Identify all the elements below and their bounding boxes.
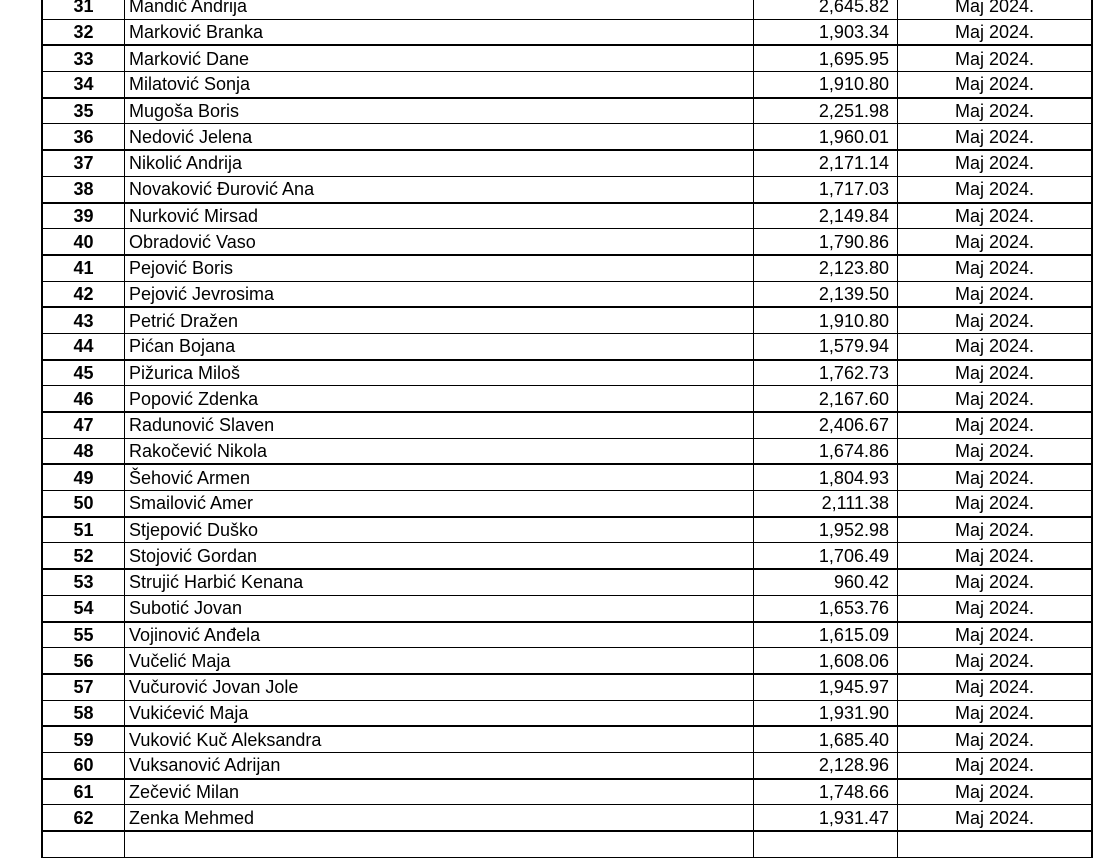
table-row (42, 517, 1092, 543)
period-cell: Maj 2024. (898, 569, 1093, 595)
amount-cell: 1,960.01 (754, 124, 898, 150)
salary-table (41, 0, 1093, 858)
employee-name-cell: Stjepović Duško (125, 517, 754, 543)
amount-cell: 2,128.96 (754, 752, 898, 778)
period-cell: Maj 2024. (898, 543, 1093, 569)
table-row (42, 491, 1092, 517)
period-cell: Maj 2024. (898, 595, 1093, 621)
table-row (42, 805, 1092, 831)
employee-name-cell: Pićan Bojana (125, 333, 754, 359)
period-cell: Maj 2024. (898, 45, 1093, 71)
period-cell: Maj 2024. (898, 805, 1093, 831)
row-number-cell: 43 (42, 307, 125, 333)
row-number-cell: 49 (42, 464, 125, 490)
employee-name-cell: Marković Dane (125, 45, 754, 71)
amount-cell: 1,931.47 (754, 805, 898, 831)
row-number-cell: 45 (42, 360, 125, 386)
amount-cell: 1,653.76 (754, 595, 898, 621)
employee-name-cell: Vučelić Maja (125, 648, 754, 674)
period-cell: Maj 2024. (898, 281, 1093, 307)
employee-name-cell (125, 831, 754, 857)
table-row (42, 281, 1092, 307)
employee-name-cell: Smailović Amer (125, 491, 754, 517)
employee-name-cell: Pejović Jevrosima (125, 281, 754, 307)
amount-cell: 2,406.67 (754, 412, 898, 438)
amount-cell: 1,615.09 (754, 622, 898, 648)
table-row (42, 543, 1092, 569)
row-number-cell: 35 (42, 98, 125, 124)
employee-name-cell: Pižurica Miloš (125, 360, 754, 386)
row-number-cell: 33 (42, 45, 125, 71)
period-cell: Maj 2024. (898, 752, 1093, 778)
period-cell: Maj 2024. (898, 464, 1093, 490)
amount-cell: 1,695.95 (754, 45, 898, 71)
row-number-cell: 50 (42, 491, 125, 517)
period-cell: Maj 2024. (898, 517, 1093, 543)
amount-cell: 1,790.86 (754, 229, 898, 255)
row-number-cell: 60 (42, 752, 125, 778)
amount-cell: 1,717.03 (754, 176, 898, 202)
amount-cell: 1,748.66 (754, 779, 898, 805)
row-number-cell: 40 (42, 229, 125, 255)
amount-cell: 1,579.94 (754, 333, 898, 359)
employee-name-cell: Mugoša Boris (125, 98, 754, 124)
amount-cell: 2,139.50 (754, 281, 898, 307)
row-number-cell: 31 (42, 0, 125, 19)
period-cell: Maj 2024. (898, 491, 1093, 517)
table-row (42, 700, 1092, 726)
amount-cell: 1,762.73 (754, 360, 898, 386)
row-number-cell: 55 (42, 622, 125, 648)
employee-name-cell: Pejović Boris (125, 255, 754, 281)
table-row (42, 203, 1092, 229)
row-number-cell: 47 (42, 412, 125, 438)
employee-name-cell: Marković Branka (125, 19, 754, 45)
row-number-cell: 59 (42, 726, 125, 752)
table-row (42, 674, 1092, 700)
employee-name-cell: Nikolić Andrija (125, 150, 754, 176)
employee-name-cell: Vučurović Jovan Jole (125, 674, 754, 700)
period-cell: Maj 2024. (898, 98, 1093, 124)
employee-name-cell: Strujić Harbić Kenana (125, 569, 754, 595)
amount-cell: 1,945.97 (754, 674, 898, 700)
table-row (42, 0, 1092, 19)
table-row (42, 45, 1092, 71)
amount-cell: 1,952.98 (754, 517, 898, 543)
table-row (42, 831, 1092, 857)
table-row (42, 307, 1092, 333)
employee-name-cell: Vuksanović Adrijan (125, 752, 754, 778)
period-cell: Maj 2024. (898, 72, 1093, 98)
salary-table-body (42, 0, 1092, 857)
employee-name-cell: Mandić Andrija (125, 0, 754, 19)
table-row (42, 752, 1092, 778)
amount-cell: 2,645.82 (754, 0, 898, 19)
period-cell: Maj 2024. (898, 255, 1093, 281)
row-number-cell: 39 (42, 203, 125, 229)
table-row (42, 124, 1092, 150)
amount-cell: 2,123.80 (754, 255, 898, 281)
amount-cell: 1,910.80 (754, 307, 898, 333)
period-cell (898, 831, 1093, 857)
employee-name-cell: Vukićević Maja (125, 700, 754, 726)
period-cell: Maj 2024. (898, 229, 1093, 255)
row-number-cell: 53 (42, 569, 125, 595)
employee-name-cell: Vuković Kuč Aleksandra (125, 726, 754, 752)
period-cell: Maj 2024. (898, 307, 1093, 333)
row-number-cell: 54 (42, 595, 125, 621)
period-cell: Maj 2024. (898, 124, 1093, 150)
amount-cell: 2,167.60 (754, 386, 898, 412)
amount-cell: 1,903.34 (754, 19, 898, 45)
period-cell: Maj 2024. (898, 176, 1093, 202)
employee-name-cell: Nedović Jelena (125, 124, 754, 150)
row-number-cell: 41 (42, 255, 125, 281)
period-cell: Maj 2024. (898, 386, 1093, 412)
period-cell: Maj 2024. (898, 726, 1093, 752)
row-number-cell: 57 (42, 674, 125, 700)
period-cell: Maj 2024. (898, 622, 1093, 648)
period-cell: Maj 2024. (898, 438, 1093, 464)
table-row (42, 229, 1092, 255)
table-row (42, 19, 1092, 45)
amount-cell: 1,910.80 (754, 72, 898, 98)
table-row (42, 569, 1092, 595)
amount-cell (754, 831, 898, 857)
employee-name-cell: Nurković Mirsad (125, 203, 754, 229)
employee-name-cell: Vojinović Anđela (125, 622, 754, 648)
amount-cell: 960.42 (754, 569, 898, 595)
row-number-cell: 37 (42, 150, 125, 176)
period-cell: Maj 2024. (898, 360, 1093, 386)
row-number-cell: 51 (42, 517, 125, 543)
employee-name-cell: Rakočević Nikola (125, 438, 754, 464)
table-row (42, 464, 1092, 490)
row-number-cell: 46 (42, 386, 125, 412)
employee-name-cell: Milatović Sonja (125, 72, 754, 98)
employee-name-cell: Šehović Armen (125, 464, 754, 490)
table-row (42, 648, 1092, 674)
employee-name-cell: Subotić Jovan (125, 595, 754, 621)
employee-name-cell: Obradović Vaso (125, 229, 754, 255)
period-cell: Maj 2024. (898, 779, 1093, 805)
row-number-cell: 36 (42, 124, 125, 150)
table-row (42, 333, 1092, 359)
table-row (42, 779, 1092, 805)
amount-cell: 2,111.38 (754, 491, 898, 517)
table-row (42, 360, 1092, 386)
table-row (42, 72, 1092, 98)
row-number-cell: 61 (42, 779, 125, 805)
table-row (42, 412, 1092, 438)
employee-name-cell: Radunović Slaven (125, 412, 754, 438)
row-number-cell: 44 (42, 333, 125, 359)
period-cell: Maj 2024. (898, 333, 1093, 359)
row-number-cell: 48 (42, 438, 125, 464)
table-row (42, 726, 1092, 752)
amount-cell: 2,171.14 (754, 150, 898, 176)
table-row (42, 98, 1092, 124)
amount-cell: 1,804.93 (754, 464, 898, 490)
period-cell: Maj 2024. (898, 648, 1093, 674)
amount-cell: 1,706.49 (754, 543, 898, 569)
table-row (42, 595, 1092, 621)
employee-name-cell: Zečević Milan (125, 779, 754, 805)
amount-cell: 1,608.06 (754, 648, 898, 674)
row-number-cell: 38 (42, 176, 125, 202)
period-cell: Maj 2024. (898, 700, 1093, 726)
period-cell: Maj 2024. (898, 203, 1093, 229)
employee-name-cell: Zenka Mehmed (125, 805, 754, 831)
table-row (42, 438, 1092, 464)
row-number-cell (42, 831, 125, 857)
employee-name-cell: Stojović Gordan (125, 543, 754, 569)
employee-name-cell: Popović Zdenka (125, 386, 754, 412)
amount-cell: 2,251.98 (754, 98, 898, 124)
row-number-cell: 42 (42, 281, 125, 307)
period-cell: Maj 2024. (898, 0, 1093, 19)
table-row (42, 255, 1092, 281)
amount-cell: 2,149.84 (754, 203, 898, 229)
row-number-cell: 32 (42, 19, 125, 45)
period-cell: Maj 2024. (898, 19, 1093, 45)
employee-name-cell: Novaković Đurović Ana (125, 176, 754, 202)
amount-cell: 1,931.90 (754, 700, 898, 726)
row-number-cell: 56 (42, 648, 125, 674)
table-row (42, 176, 1092, 202)
period-cell: Maj 2024. (898, 150, 1093, 176)
table-row (42, 386, 1092, 412)
row-number-cell: 58 (42, 700, 125, 726)
period-cell: Maj 2024. (898, 412, 1093, 438)
amount-cell: 1,685.40 (754, 726, 898, 752)
employee-name-cell: Petrić Dražen (125, 307, 754, 333)
row-number-cell: 62 (42, 805, 125, 831)
table-row (42, 622, 1092, 648)
table-row (42, 150, 1092, 176)
period-cell: Maj 2024. (898, 674, 1093, 700)
row-number-cell: 52 (42, 543, 125, 569)
row-number-cell: 34 (42, 72, 125, 98)
amount-cell: 1,674.86 (754, 438, 898, 464)
